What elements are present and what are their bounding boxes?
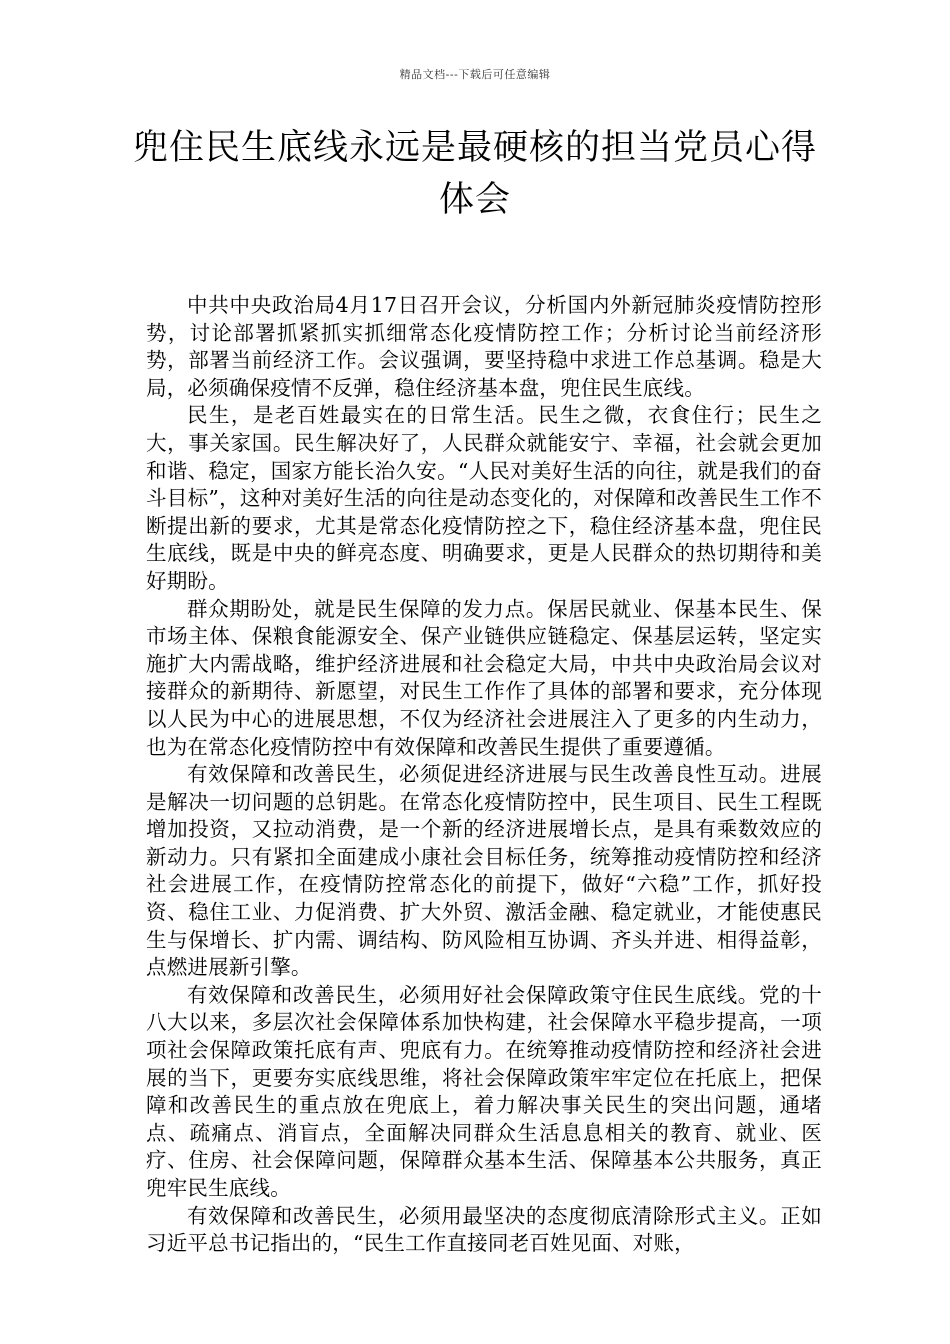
header-note: 精品文档---下载后可任意编辑 bbox=[399, 68, 551, 81]
document-title: 兜住民生底线永远是最硬核的担当党员心得体会 bbox=[132, 128, 817, 220]
body-paragraph: 中共中央政治局4月17日召开会议，分析国内外新冠肺炎疫情防控形势，讨论部署抓紧抓实抓细常态化疫情防控工作；分析讨论当前经济形势，部署当前经济工作。会议强调，要坚持稳中求进工作总基调。稳是大局，必须确保疫情不反弹，稳住经济基本盘，兜住民生底线。 bbox=[146, 293, 822, 400]
body-paragraph: 民生，是老百姓最实在的日常生活。民生之微，衣食住行；民生之大，事关家国。民生解决好了，人民群众就能安宁、幸福，社会就会更加和谐、稳定，国家方能长治久安。“人民对美好生活的向往，就是我们的奋斗目标”，这种对美好生活的向往是动态变化的，对保障和改善民生工作不断提出新的要求，尤其是常态化疫情防控之下，稳住经济基本盘，兜住民生底线，既是中央的鲜亮态度、明确要求，更是人民群众的热切期待和美好期盼。 bbox=[146, 403, 822, 593]
body-paragraph: 有效保障和改善民生，必须用好社会保障政策守住民生底线。党的十八大以来，多层次社会保障体系加快构建，社会保障水平稳步提高，一项项社会保障政策托底有声、兜底有力。在统筹推动疫情防控和经济社会进展的当下，更要夯实底线思维，将社会保障政策牢牢定位在托底上，把保障和改善民生的重点放在兜底上，着力解决事关民生的突出问题，通堵点、疏痛点、消盲点，全面解决同群众生活息息相关的教育、就业、医疗、住房、社会保障问题，保障群众基本生活、保障基本公共服务，真正兜牢民生底线。 bbox=[146, 982, 822, 1200]
body-paragraph: 有效保障和改善民生，必须促进经济进展与民生改善良性互动。进展是解决一切问题的总钥匙。在常态化疫情防控中，民生项目、民生工程既增加投资，又拉动消费，是一个新的经济进展增长点，是具有乘数效应的新动力。只有紧扣全面建成小康社会目标任务，统筹推动疫情防控和经济社会进展工作，在疫情防控常态化的前提下，做好“六稳”工作，抓好投资、稳住工业、力促消费、扩大外贸、激活金融、稳定就业，才能使惠民生与保增长、扩内需、调结构、防风险相互协调、齐头并进、相得益彰，点燃进展新引擎。 bbox=[146, 762, 822, 980]
document-body bbox=[146, 292, 822, 1258]
body-paragraph: 群众期盼处，就是民生保障的发力点。保居民就业、保基本民生、保市场主体、保粮食能源安全、保产业链供应链稳定、保基层运转，坚定实施扩大内需战略，维护经济进展和社会稳定大局，中共中央政治局会议对接群众的新期待、新愿望，对民生工作作了具体的部署和要求，充分体现以人民为中心的进展思想，不仅为经济社会进展注入了更多的内生动力，也为在常态化疫情防控中有效保障和改善民生提供了重要遵循。 bbox=[146, 596, 822, 759]
body-paragraph: 有效保障和改善民生，必须用最坚决的态度彻底清除形式主义。正如习近平总书记指出的，“民生工作直接同老百姓见面、对账， bbox=[146, 1203, 822, 1256]
